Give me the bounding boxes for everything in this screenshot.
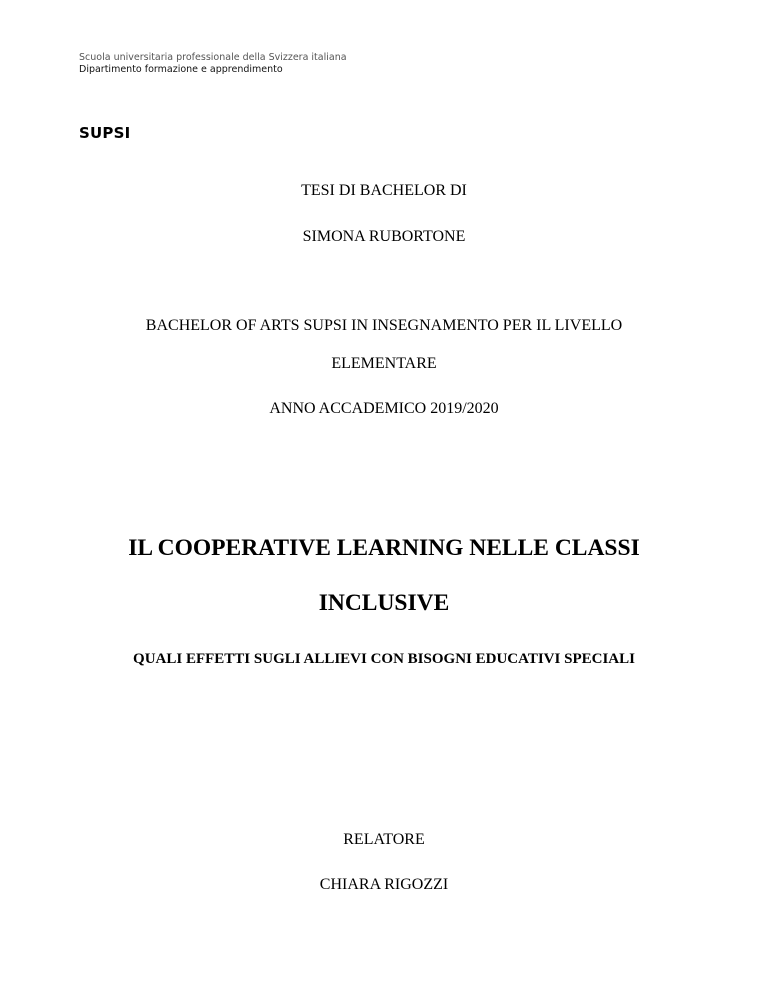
thesis-subtitle: QUALI EFFETTI SUGLI ALLIEVI CON BISOGNI EDUCATIVI SPECIALI [133, 651, 635, 667]
thesis-title-line-2: INCLUSIVE [318, 590, 450, 616]
institution-header [79, 52, 347, 76]
supsi-logo: SUPSI [79, 124, 131, 142]
degree-line-1: BACHELOR OF ARTS SUPSI IN INSEGNAMENTO PER IL LIVELLO [145, 317, 623, 334]
thesis-title-line-1: IL COOPERATIVE LEARNING NELLE CLASSI [128, 535, 640, 561]
department-name: Dipartimento formazione e apprendimento [79, 64, 283, 75]
supervisor-label: RELATORE [343, 831, 425, 848]
thesis-type-label: TESI DI BACHELOR DI [301, 182, 467, 199]
institution-name: Scuola universitaria professionale della Svizzera italiana [79, 52, 347, 63]
academic-year: ANNO ACCADEMICO 2019/2020 [269, 400, 499, 417]
degree-line-2: ELEMENTARE [331, 355, 437, 372]
author-name: SIMONA RUBORTONE [302, 228, 466, 245]
supervisor-name: CHIARA RIGOZZI [319, 876, 449, 893]
